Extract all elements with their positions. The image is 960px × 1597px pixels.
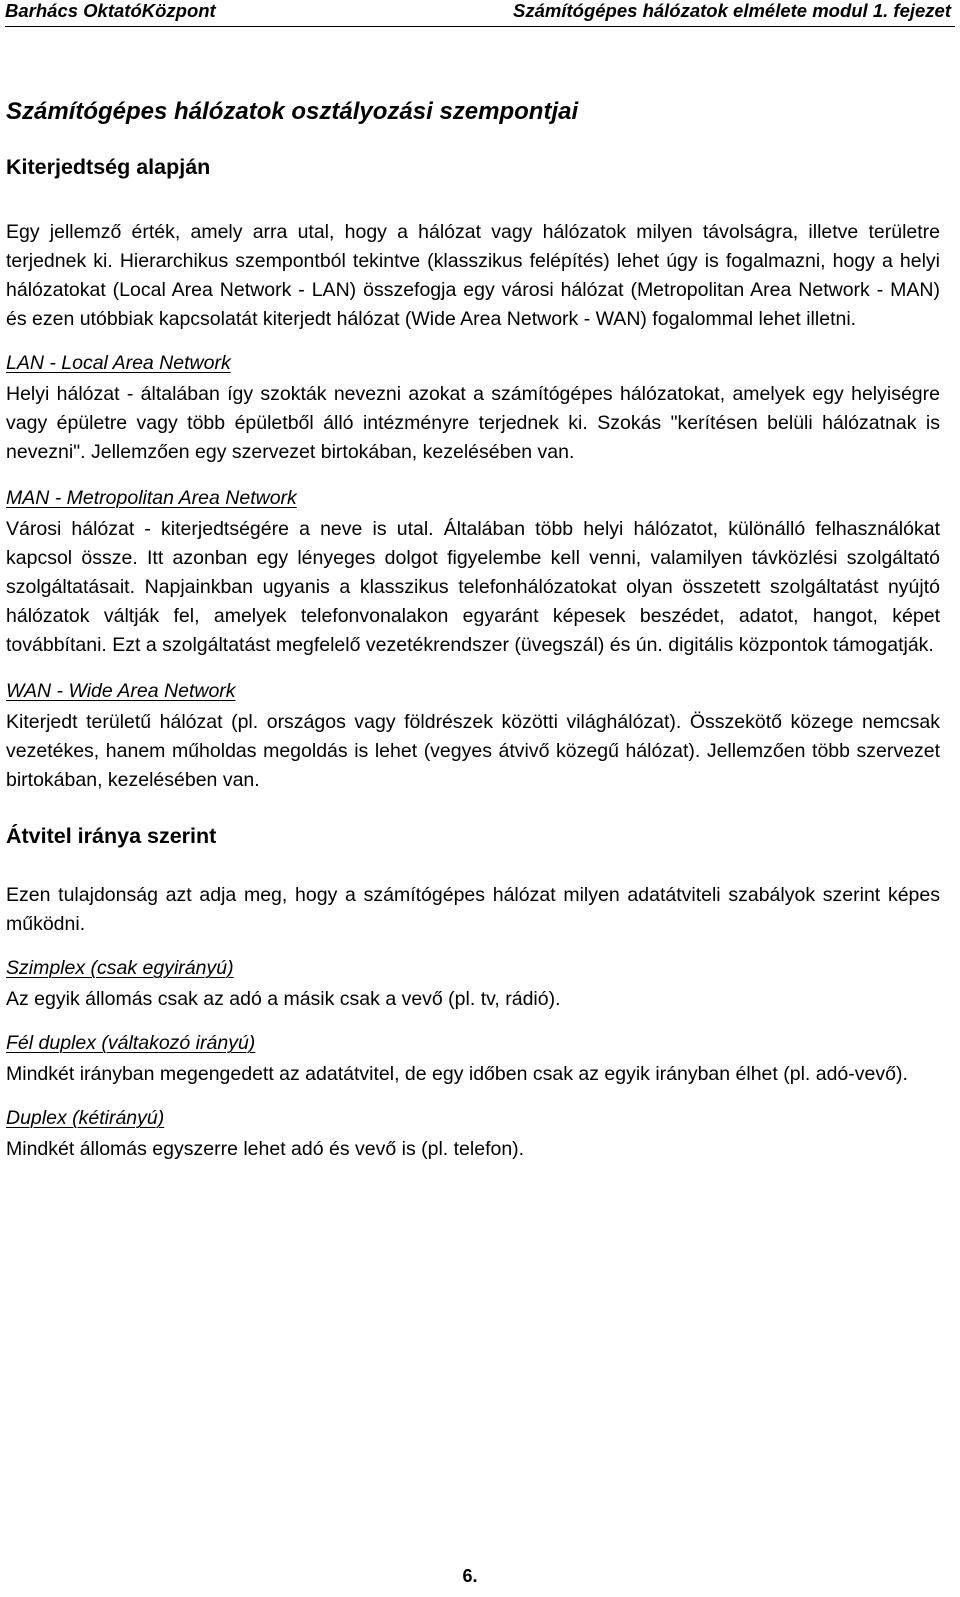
wan-paragraph: Kiterjedt területű hálózat (pl. országos vagy földrészek közötti világhálózat). Összekötő közege nemcsak vezetékes, hanem műholdas megoldás is lehet (vegyes átvivő közegű hálózat). Jellemzően több szervezet birtokában, kezelésében van.	[6, 711, 940, 791]
document-body	[6, 94, 940, 1164]
header-left: Barhács OktatóKözpont	[5, 0, 216, 21]
section-heading-direction: Átvitel iránya szerint	[6, 824, 217, 848]
man-heading: MAN - Metropolitan Area Network	[6, 487, 297, 509]
half-duplex-paragraph: Mindkét irányban megengedett az adatátvitel, de egy időben csak az egyik irányban élhet (pl. adó-vevő).	[6, 1063, 908, 1085]
page-title: Számítógépes hálózatok osztályozási szempontjai	[6, 98, 579, 125]
page-number: 6.	[462, 1566, 478, 1586]
section-heading-extent: Kiterjedtség alapján	[6, 155, 211, 179]
half-duplex-heading: Fél duplex (váltakozó irányú)	[6, 1032, 256, 1054]
duplex-heading: Duplex (kétirányú)	[6, 1107, 165, 1129]
extent-intro-paragraph: Egy jellemző érték, amely arra utal, hogy a hálózat vagy hálózatok milyen távolságra, illetve területre terjednek ki. Hierarchikus szempontból tekintve (klasszikus felépítés) lehet úgy is fogalmazni, hogy a helyi hálózatokat (Local Area Network - LAN) összefogja egy városi hálózat (Metropolitan Area Network - MAN) és ezen utóbbiak kapcsolatát kiterjedt hálózat (Wide Area Network - WAN) fogalommal lehet illetni.	[6, 221, 940, 330]
simplex-heading: Szimplex (csak egyirányú)	[6, 957, 234, 979]
header-right: Számítógépes hálózatok elmélete modul 1. fejezet	[513, 0, 951, 21]
lan-heading: LAN - Local Area Network	[6, 352, 231, 374]
lan-paragraph: Helyi hálózat - általában így szokták nevezni azokat a számítógépes hálózatokat, amelyek egy helyiségre vagy épületre vagy több épületből álló intézményre terjednek ki. Szokás "kerítésen belüli hálózatnak is nevezni". Jellemzően egy szervezet birtokában, kezelésében van.	[6, 383, 940, 463]
duplex-paragraph: Mindkét állomás egyszerre lehet adó és vevő is (pl. telefon).	[6, 1138, 525, 1160]
wan-heading: WAN - Wide Area Network	[6, 680, 236, 702]
man-paragraph: Városi hálózat - kiterjedtségére a neve is utal. Általában több helyi hálózatot, különálló felhasználókat kapcsol össze. Itt azonban egy lényeges dolgot figyelembe kell venni, valamilyen távközlési szolgáltató szolgáltatásait. Napjainkban ugyanis a klasszikus telefonhálózatokat olyan összetett szolgáltatást nyújtó hálózatok váltják fel, amelyek telefonvonalakon egyaránt képesek beszédet, adatot, hangot, képet továbbítani. Ezt a szolgáltatást megfelelő vezetékrendszer (üvegszál) és ún. digitális központok támogatják.	[6, 518, 940, 656]
direction-intro-paragraph: Ezen tulajdonság azt adja meg, hogy a számítógépes hálózat milyen adatátviteli szabályok szerint képes működni.	[6, 884, 940, 935]
running-header	[5, 0, 955, 27]
simplex-paragraph: Az egyik állomás csak az adó a másik csak a vevő (pl. tv, rádió).	[6, 988, 561, 1010]
